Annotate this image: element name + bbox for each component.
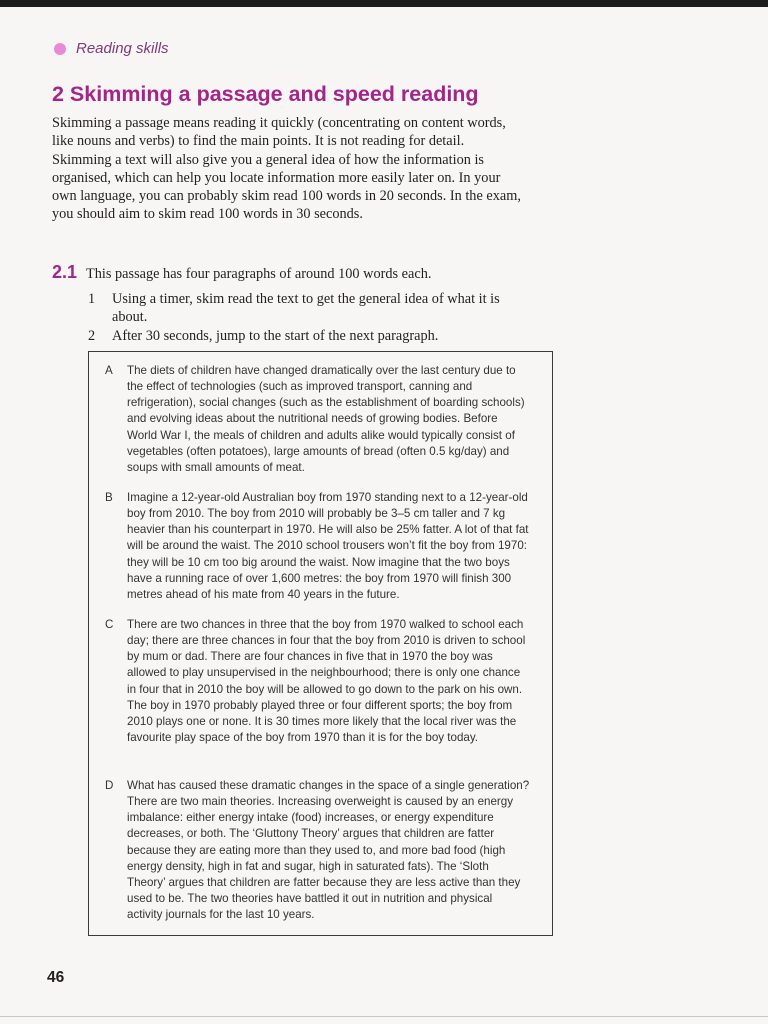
intro-paragraph: Skimming a passage means reading it quickly (concentrating on content words, like nouns and verbs) to find the main points. It is not reading for detail. Skimming a text will also give you a general idea of how the information is organised, which can help you locate information more easily later on. In your own language, you can probably skim read 100 words in 20 seconds. In the exam, you should aim to skim read 100 words in 30 seconds.: [52, 115, 521, 223]
section-tag: [54, 40, 169, 57]
exercise-text: This passage has four paragraphs of around 100 words each.: [86, 266, 432, 282]
passage-paragraph-d: [105, 778, 530, 923]
page-title: 2 Skimming a passage and speed reading: [52, 82, 479, 106]
paragraph-text: What has caused these dramatic changes in the space of a single generation? There are two main theories. Increasing overweight is caused by an energy imbalance: either energy intake (food) increases, or energy expenditure decreases, or both. The ‘Gluttony Theory’ argues that children are fatter because they are eating more than they used to, and more bad food (high energy density, high in fat and sugar, high in saturated fats). The ‘Sloth Theory’ argues that children are fatter because they are less active than they used to be. The two theories have battled it out in nutrition and physical activity journals for the last 10 years.: [127, 779, 530, 922]
passage-paragraph-b: [105, 490, 530, 603]
instruction-number: 2: [88, 328, 96, 344]
instruction-item: [88, 290, 508, 326]
instruction-item: [88, 327, 508, 345]
paragraph-text: The diets of children have changed dramatically over the last century due to the effect of technologies (such as improved transport, canning and refrigeration), social changes (such as the establishment of boarding schools) and evolving ideas about the nutritional needs of growing bodies. Before World War I, the meals of children and adults alike would typically consist of vegetables (often potatoes), large amounts of bread (often 0.5 kg/day) and soups with small amounts of meat.: [127, 364, 525, 474]
passage-box: [88, 351, 553, 936]
instruction-text: After 30 seconds, jump to the start of the next paragraph.: [112, 328, 439, 344]
passage-paragraph-c: [105, 617, 530, 746]
section-tag-label: Reading skills: [76, 40, 169, 57]
paragraph-letter: C: [105, 618, 114, 631]
paragraph-letter: A: [105, 364, 113, 377]
top-rule: [0, 0, 768, 7]
paragraph-letter: B: [105, 491, 113, 504]
paragraph-letter: D: [105, 779, 114, 792]
instruction-number: 1: [88, 291, 96, 307]
exercise-header: [52, 262, 572, 283]
exercise-number: 2.1: [52, 262, 78, 282]
instruction-list: [88, 290, 508, 346]
paragraph-text: Imagine a 12-year-old Australian boy from 1970 standing next to a 12-year-old boy from 2010. The boy from 2010 will probably be 3–5 cm taller and 7 kg heavier than his counterpart in 1970. He will also be 25% fatter. A lot of that fat will be around the waist. The 2010 school trousers won’t fit the boy from 1970: they will be 10 cm too big around the waist. Now imagine that the two boys have a running race of over 1,600 metres: the boy from 1970 will finish 300 metres ahead of his mate from 40 years in the future.: [127, 491, 529, 601]
bullet-dot-icon: [54, 43, 66, 55]
page-number: 46: [47, 969, 65, 986]
paragraph-text: There are two chances in three that the boy from 1970 walked to school each day; there are three chances in four that the boy from 2010 is driven to school by mum or dad. There are four chances in five that in 1970 the boy was allowed to play unsupervised in the neighbourhood; there is only one chance in four that in 2010 the boy will be allowed to go down to the park on his own. The boy in 1970 probably played three or four different sports; the boy from 2010 plays one or none. It is 30 times more likely that the local river was the favourite play space of the boy from 1970 than it is for the boy today.: [127, 618, 526, 745]
bottom-rule: [0, 1016, 768, 1017]
instruction-text: Using a timer, skim read the text to get the general idea of what it is about.: [112, 291, 500, 325]
passage-paragraph-a: [105, 363, 530, 476]
